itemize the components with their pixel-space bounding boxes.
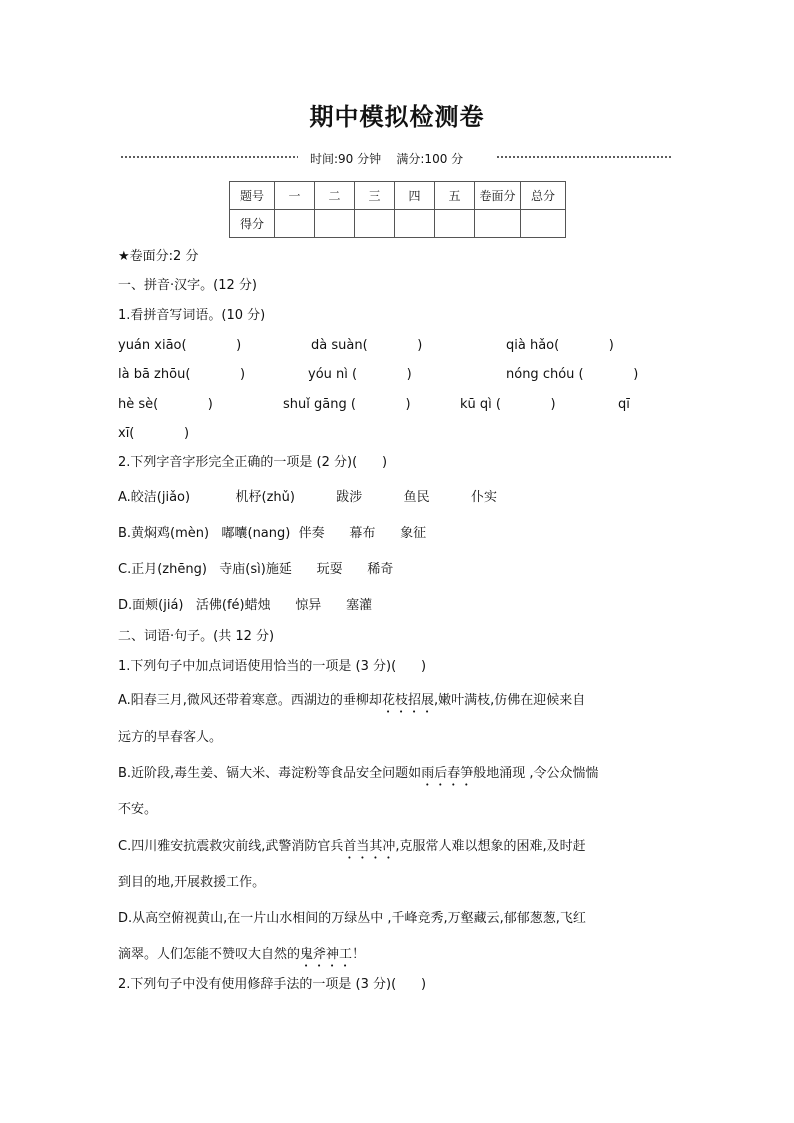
score-header-cell: 总分 bbox=[521, 182, 566, 210]
question-1-1: 1.看拼音写词语。(10 分) bbox=[118, 308, 266, 323]
section-1-heading: 一、拼音·汉字。(12 分) bbox=[118, 278, 257, 293]
question-2-2: 2.下列句子中没有使用修辞手法的一项是 (3 分)( ) bbox=[118, 977, 427, 992]
score-header-cell: 卷面分 bbox=[475, 182, 521, 210]
option-d: D.面颊(jiá) 活佛(fé)蜡烛 惊异 塞灌 bbox=[118, 598, 373, 613]
score-blank-cell[interactable] bbox=[275, 210, 315, 238]
pinyin-item: qī bbox=[618, 397, 630, 412]
option-c-line-1 bbox=[118, 838, 586, 862]
score-blank-cell[interactable] bbox=[395, 210, 435, 238]
pinyin-item: là bā zhōu( ) bbox=[118, 367, 246, 382]
option-a-line-1 bbox=[118, 692, 585, 716]
option-d-line-2 bbox=[118, 946, 365, 970]
score-blank-cell[interactable] bbox=[435, 210, 475, 238]
option-a-line-2: 远方的早春客人。 bbox=[118, 730, 223, 745]
dotted-phrase: 花枝招展 bbox=[381, 693, 434, 708]
decorative-dotted-line-left bbox=[120, 155, 298, 159]
text-segment: A.阳春三月,微风还带着寒意。西湖边的垂柳却 bbox=[118, 693, 382, 708]
score-blank-cell[interactable] bbox=[355, 210, 395, 238]
pinyin-item: nóng chóu ( ) bbox=[506, 367, 639, 382]
score-header-cell: 五 bbox=[435, 182, 475, 210]
text-segment: 滴翠。人们怎能不赞叹大自然的 bbox=[118, 947, 301, 962]
text-segment: ,嫩叶满枝,仿佛在迎候来自 bbox=[433, 693, 586, 708]
section-2-heading: 二、词语·句子。(共 12 分) bbox=[118, 629, 275, 644]
score-blank-cell[interactable] bbox=[475, 210, 521, 238]
dotted-phrase: 首当其冲 bbox=[343, 839, 396, 854]
pinyin-item: yóu nì ( ) bbox=[308, 367, 412, 382]
option-a: A.皎洁(jiǎo) 机杼(zhǔ) 跋涉 鱼民 仆实 bbox=[118, 490, 497, 505]
option-c: C.正月(zhēng) 寺庙(sì)施延 玩耍 稀奇 bbox=[118, 562, 394, 577]
exam-meta: 时间:90 分钟 满分:100 分 bbox=[310, 152, 464, 166]
pinyin-item: dà suàn( ) bbox=[311, 338, 423, 353]
pinyin-item: qià hǎo( ) bbox=[506, 338, 614, 353]
dotted-phrase: 鬼斧神工 bbox=[300, 947, 353, 962]
pinyin-item: xī( ) bbox=[118, 426, 190, 441]
pinyin-item: shuǐ gāng ( ) bbox=[283, 397, 411, 412]
decorative-dotted-line-right bbox=[496, 155, 672, 159]
pinyin-item: kū qì ( ) bbox=[460, 397, 556, 412]
score-table bbox=[229, 181, 566, 238]
option-d-line-1: D.从高空俯视黄山,在一片山水相间的万绿丛中 ,千峰竞秀,万壑藏云,郁郁葱葱,飞红 bbox=[118, 911, 586, 926]
question-2-1: 1.下列句子中加点词语使用恰当的一项是 (3 分)( ) bbox=[118, 659, 427, 674]
pinyin-item: yuán xiāo( ) bbox=[118, 338, 242, 353]
neat-score-note: ★卷面分:2 分 bbox=[118, 249, 199, 264]
text-segment: C.四川雅安抗震救灾前线,武警消防官兵 bbox=[118, 839, 344, 854]
score-header-cell: 一 bbox=[275, 182, 315, 210]
score-header-cell: 题号 bbox=[230, 182, 275, 210]
score-blank-cell[interactable] bbox=[315, 210, 355, 238]
score-blank-cell[interactable] bbox=[521, 210, 566, 238]
option-b: B.黄焖鸡(mèn) 嘟囔(nang) 伴奏 幕布 象征 bbox=[118, 526, 427, 541]
text-segment: ,克服常人难以想象的困难,及时赶 bbox=[395, 839, 586, 854]
score-header-cell: 二 bbox=[315, 182, 355, 210]
score-row-label: 得分 bbox=[230, 210, 275, 238]
text-segment: 般地涌现 ,令公众惴惴 bbox=[473, 766, 599, 781]
dotted-phrase: 雨后春笋 bbox=[421, 766, 474, 781]
pinyin-item: hè sè( ) bbox=[118, 397, 213, 412]
question-1-2: 2.下列字音字形完全正确的一项是 (2 分)( ) bbox=[118, 455, 388, 470]
text-segment: B.近阶段,毒生姜、镉大米、毒淀粉等食品安全问题如 bbox=[118, 766, 422, 781]
option-b-line-2: 不安。 bbox=[118, 802, 158, 817]
page-title: 期中模拟检测卷 bbox=[309, 103, 485, 131]
score-table-header-row bbox=[230, 182, 566, 210]
score-table-score-row bbox=[230, 210, 566, 238]
text-segment: ！ bbox=[352, 947, 366, 962]
score-header-cell: 四 bbox=[395, 182, 435, 210]
option-c-line-2: 到目的地,开展救援工作。 bbox=[118, 875, 266, 890]
score-header-cell: 三 bbox=[355, 182, 395, 210]
option-b-line-1 bbox=[118, 765, 598, 789]
